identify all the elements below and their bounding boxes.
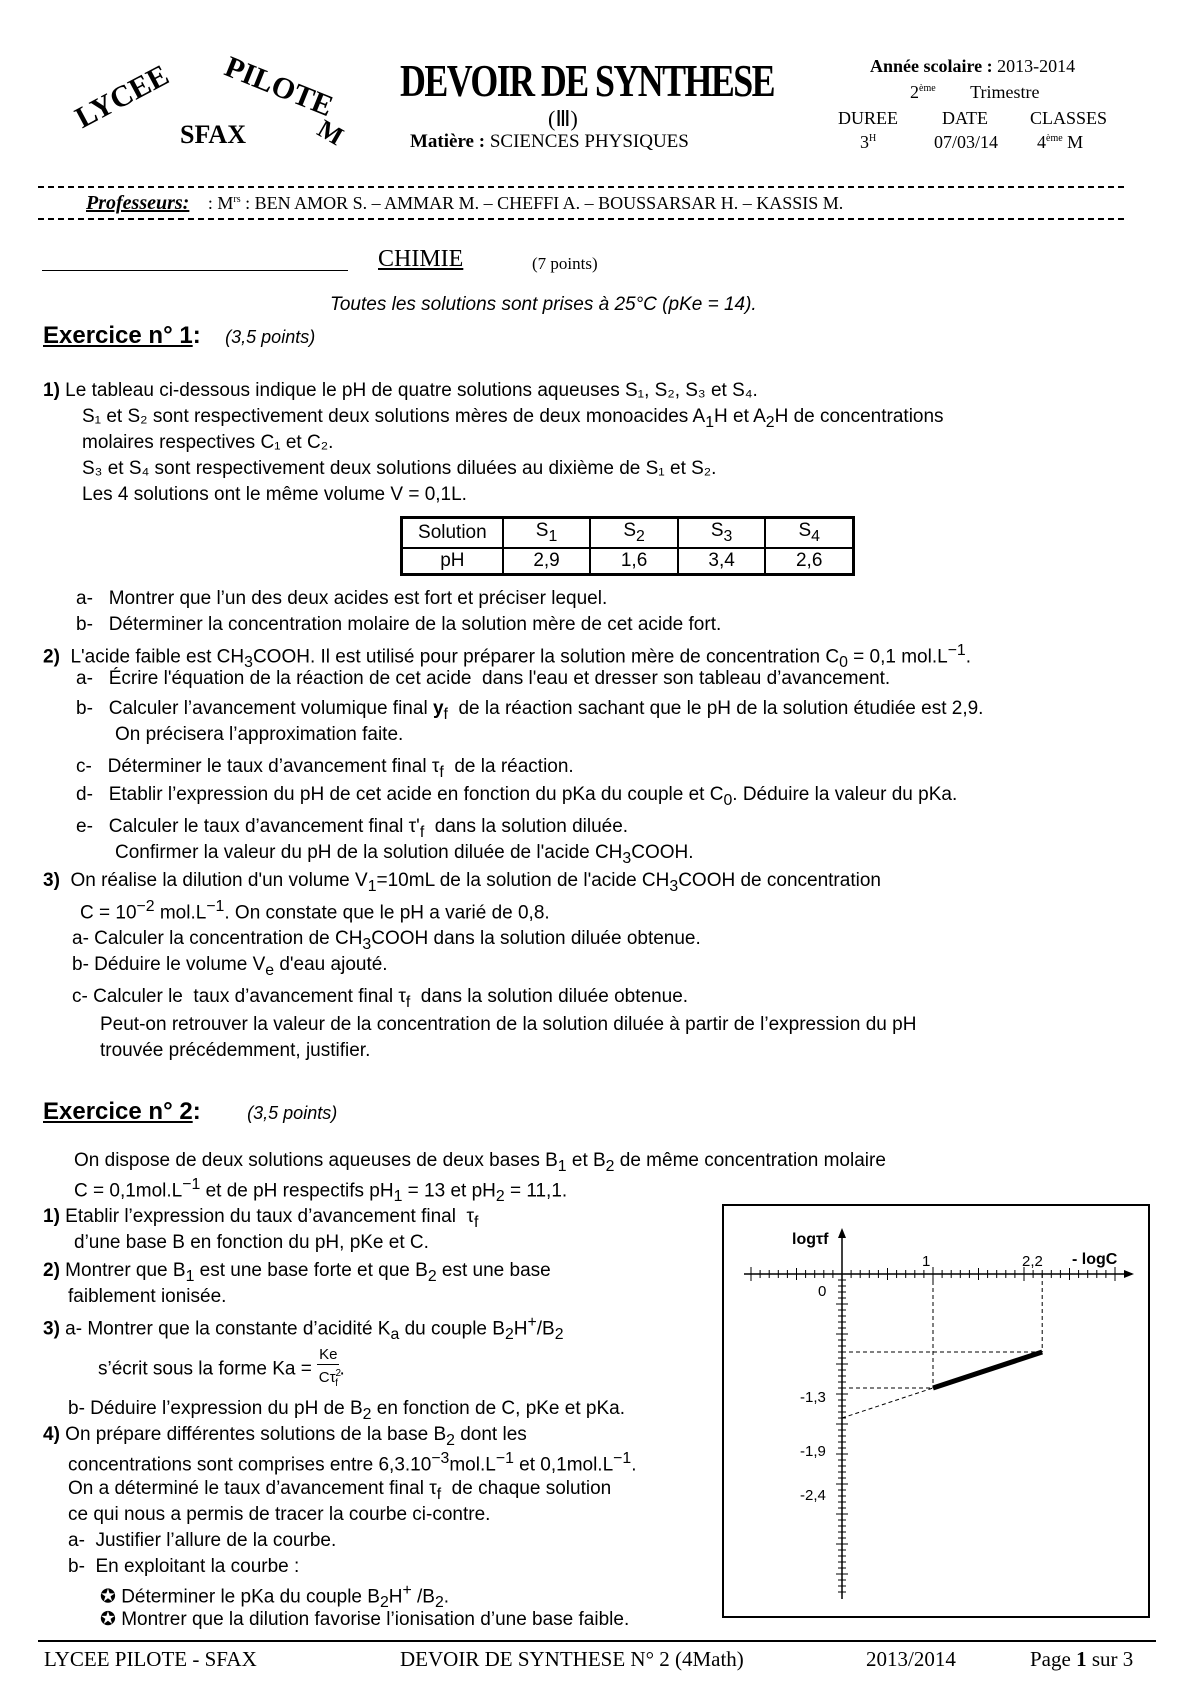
table-header-s2: $S_2$: [590, 518, 678, 548]
footer-page: [1030, 1647, 1133, 1672]
ex2-q3a: 3) a- Montrer que la constante d’acidité $K_a$ du couple $B_2H^+/B_2$: [43, 1314, 564, 1344]
ex1-colon: :: [192, 322, 201, 349]
class-value: [1037, 132, 1083, 153]
ex2-colon: :: [192, 1098, 201, 1125]
ex2-q4-2: concentrations sont comprises entre $6,3.10^{-3}mol.L^{-1}$ et $0,1mol.L^{-1}$.: [68, 1450, 637, 1476]
class-num: 4: [1037, 132, 1046, 152]
y-axis-arrow: [838, 1228, 846, 1238]
class-letter: M: [1067, 132, 1084, 152]
year-line: [870, 56, 1075, 77]
table-header-s4: $S_4$: [765, 518, 853, 548]
footer-page-num: 1: [1076, 1647, 1087, 1671]
table-cell: 3,4: [678, 548, 766, 575]
logo-lycee: LYCEE: [69, 58, 175, 135]
footer-page-of: sur 3: [1091, 1647, 1134, 1671]
graph-marks: [842, 1274, 1042, 1418]
ex1-q3a: a- Calculer la concentration de $CH_3COOH$ dans la solution diluée obtenue.: [72, 928, 701, 953]
y-tick-label-1-3: -1,3: [800, 1389, 826, 1406]
y-axis-label: logτf: [792, 1231, 829, 1248]
ex1-q3c: c- Calculer le taux d’avancement final $\tau_f$ dans la solution diluée obtenue.: [72, 986, 689, 1011]
ex1-q1b: b- Déterminer la concentration molaire de la solution mère de cet acide fort.: [76, 614, 722, 635]
teachers-list: : BEN AMOR S. – AMMAR M. – CHEFFI A. – BOUSSARSAR H. – KASSIS M.: [245, 193, 844, 213]
classes-label: CLASSES: [1030, 108, 1108, 128]
footer-exam: DEVOIR DE SYNTHESE N° 2 (4Math): [400, 1647, 744, 1671]
header-divider-top: [38, 186, 1124, 188]
ex1-q3: 3) On réalise la dilution d'un volume $V_1=10mL$ de la solution de l'acide $CH_3COOH$ de concentration: [43, 870, 881, 895]
footer-year: 2013/2014: [866, 1647, 956, 1671]
x-tick-label-2-2: 2,2: [1022, 1253, 1043, 1270]
table-header-solution: Solution: [402, 518, 503, 548]
y-tick-label-0: 0: [818, 1283, 827, 1300]
x-axis-arrow: [1124, 1270, 1134, 1278]
duration-sup: H: [869, 133, 877, 144]
date-label: DATE: [942, 108, 988, 128]
table-cell: 1,6: [590, 548, 678, 575]
teachers-label: Professeurs:: [86, 192, 190, 214]
ex2-q2-2: faiblement ionisée.: [68, 1286, 227, 1307]
class-sup: ème: [1046, 133, 1063, 144]
ex2-heading: [43, 1098, 337, 1126]
logo-m: M: [312, 113, 349, 152]
ph-table: [400, 516, 855, 576]
teachers-line: [86, 192, 843, 215]
ex1-q2a: a- Écrire l'équation de la réaction de cet acide dans l'eau et dresser son tableau d’avancement.: [76, 668, 891, 689]
teachers-prefix: : M: [207, 193, 234, 213]
term-num: 2: [910, 82, 919, 102]
ex1-q2d: d- Etablir l’expression du pH de cet acide en fonction du pKa du couple et $C_0$. Déduire la valeur du pKa.: [76, 784, 958, 809]
teachers-prefix-sup: rs: [233, 194, 241, 205]
subject-line: [410, 131, 689, 153]
ex1-heading: [43, 322, 315, 350]
ex2-q1-2: d’une base B en fonction du pH, pKe et C.: [74, 1232, 429, 1253]
footer-page-word: Page: [1030, 1647, 1071, 1671]
ex2-q4-4: ce qui nous a permis de tracer la courbe ci-contre.: [68, 1504, 491, 1525]
section-note: Toutes les solutions sont prises à 25°C (pKe = 14).: [330, 294, 757, 315]
table-row: [402, 548, 854, 575]
extrapolation-line: [842, 1388, 933, 1418]
ex2-q3a-2: s’écrit sous la forme Ka = $\frac{Ke}{C\tau^2_f}$ .: [98, 1346, 345, 1389]
ex2-intro-2: $C = 0,1mol.L^{-1}$ et de pH respectifs $pH_1 = 13$ et $pH_2 = 11,1$.: [74, 1176, 568, 1206]
ex1-q3-2: $C = 10^{-2}$ $mol.L^{-1}$. On constate que le pH a varié de 0,8.: [80, 898, 550, 924]
log-tau-graph: [722, 1204, 1150, 1618]
graph-ticks: [751, 1267, 1115, 1592]
x-axis-label: - logC: [1072, 1251, 1118, 1268]
logo-pilote: PILOTE: [220, 50, 338, 124]
y-tick-label-1-9: -1,9: [800, 1443, 826, 1460]
ex2-q2: 2) Montrer que $B_1$ est une base forte et que $B_2$ est une base: [43, 1260, 551, 1285]
graph-axes: [744, 1228, 1134, 1599]
header-divider-bottom: [38, 218, 1124, 220]
subject: SCIENCES PHYSIQUES: [489, 131, 689, 152]
data-line: [933, 1352, 1042, 1388]
section-rule: [42, 270, 348, 271]
term-word: Trimestre: [970, 82, 1040, 102]
ex2-q4: 4) On prépare différentes solutions de la base $B_2$ dont les: [43, 1424, 527, 1449]
ex1-q3c-2: Peut-on retrouver la valeur de la concentration de la solution diluée à partir de l’expression du pH: [100, 1014, 917, 1035]
duration-value: [860, 132, 876, 153]
term-line: [910, 82, 1040, 103]
ex2-q4-3: On a déterminé le taux d’avancement final $\tau_f$ de chaque solution: [68, 1478, 612, 1503]
date-value: 07/03/14: [934, 132, 999, 152]
table-cell: 2,6: [765, 548, 853, 575]
ex2-q4b-1: ✪ Déterminer le pKa du couple $B_2H^+$ $/B_2$.: [100, 1582, 450, 1612]
ex1-q2c: c- Déterminer le taux d’avancement final $\tau_f$ de la réaction.: [76, 756, 574, 781]
ex1-q2b: b- Calculer l’avancement volumique final $y_f$ de la réaction sachant que le pH de la solution étudiée est 2,9.: [76, 698, 984, 723]
exam-title: DEVOIR DE SYNTHESE: [400, 55, 774, 106]
ex2-q1: 1) Etablir l’expression du taux d’avancement final $\tau_f$: [43, 1206, 479, 1231]
ex1-q3c-3: trouvée précédemment, justifier.: [100, 1040, 371, 1061]
x-tick-label-1: 1: [922, 1253, 931, 1270]
subject-label: Matière :: [410, 131, 486, 152]
ex2-q4b: b- En exploitant la courbe :: [68, 1556, 300, 1577]
y-tick-label-2-4: -2,4: [800, 1487, 826, 1504]
ex1-q1-line4: S₃ et S₄ sont respectivement deux solutions diluées au dixième de S₁ et S₂.: [82, 458, 717, 479]
ex1-points: (3,5 points): [225, 327, 316, 347]
duration-label: DUREE: [838, 108, 898, 128]
table-header-row: [402, 518, 854, 548]
ex1-q1-line2: S₁ et S₂ sont respectivement deux solutions mères de deux monoacides $A_1H$ et $A_2H$ de concentrations: [82, 406, 944, 431]
table-header-s1: $S_1$: [503, 518, 591, 548]
ex2-title: Exercice n° 2: [43, 1098, 193, 1125]
ex1-q1-line1: 1) Le tableau ci-dessous indique le pH de quatre solutions aqueuses S₁, S₂, S₃ et S₄.: [43, 380, 758, 401]
year-label: Année scolaire :: [870, 56, 993, 76]
ex2-points: (3,5 points): [247, 1103, 338, 1123]
ex1-q1-line5: Les 4 solutions ont le même volume V = 0,1L.: [82, 484, 467, 505]
ex1-q2e: e- Calculer le taux d’avancement final $\tau'_f$ dans la solution diluée.: [76, 816, 629, 841]
table-cell: 2,9: [503, 548, 591, 575]
footer-school: LYCEE PILOTE - SFAX: [44, 1647, 257, 1671]
ex1-q1a: a- Montrer que l’un des deux acides est fort et préciser lequel.: [76, 588, 608, 609]
ex1-q2b-2: On précisera l’approximation faite.: [115, 724, 404, 745]
ex2-q4b-2: ✪ Montrer que la dilution favorise l’ionisation d’une base faible.: [100, 1609, 630, 1630]
ex1-title: Exercice n° 1: [43, 322, 193, 349]
ex2-q3b: b- Déduire l’expression du pH de $B_2$ en fonction de C, pKe et pKa.: [68, 1398, 625, 1423]
footer-rule: [38, 1640, 1156, 1642]
ex1-q1-line3: molaires respectives C₁ et C₂.: [82, 432, 334, 453]
year-value: 2013-2014: [997, 56, 1076, 76]
ex2-intro: On dispose de deux solutions aqueuses de deux bases $B_1$ et $B_2$ de même concentration molaire: [74, 1150, 886, 1175]
duration-num: 3: [860, 132, 869, 152]
logo-sfax: SFAX: [180, 120, 246, 149]
term-sup: ème: [919, 83, 936, 94]
table-row-label: pH: [402, 548, 503, 575]
ex1-q2e-2: Confirmer la valeur du pH de la solution diluée de l'acide $CH_3COOH$.: [115, 842, 694, 867]
ex2-q4a: a- Justifier l’allure de la courbe.: [68, 1530, 337, 1551]
ex1-q3b: b- Déduire le volume $V_e$ d'eau ajouté.: [72, 954, 388, 979]
table-header-s3: $S_3$: [678, 518, 766, 548]
ex1-q2: 2) L'acide faible est $CH_3COOH$. Il est utilisé pour préparer la solution mère de concentration $C_0 = 0,1$ $mol.L^{-1}$.: [43, 642, 972, 672]
exam-number: (Ⅲ): [548, 106, 578, 131]
section-title: CHIMIE: [378, 246, 464, 272]
section-points: (7 points): [532, 254, 598, 273]
